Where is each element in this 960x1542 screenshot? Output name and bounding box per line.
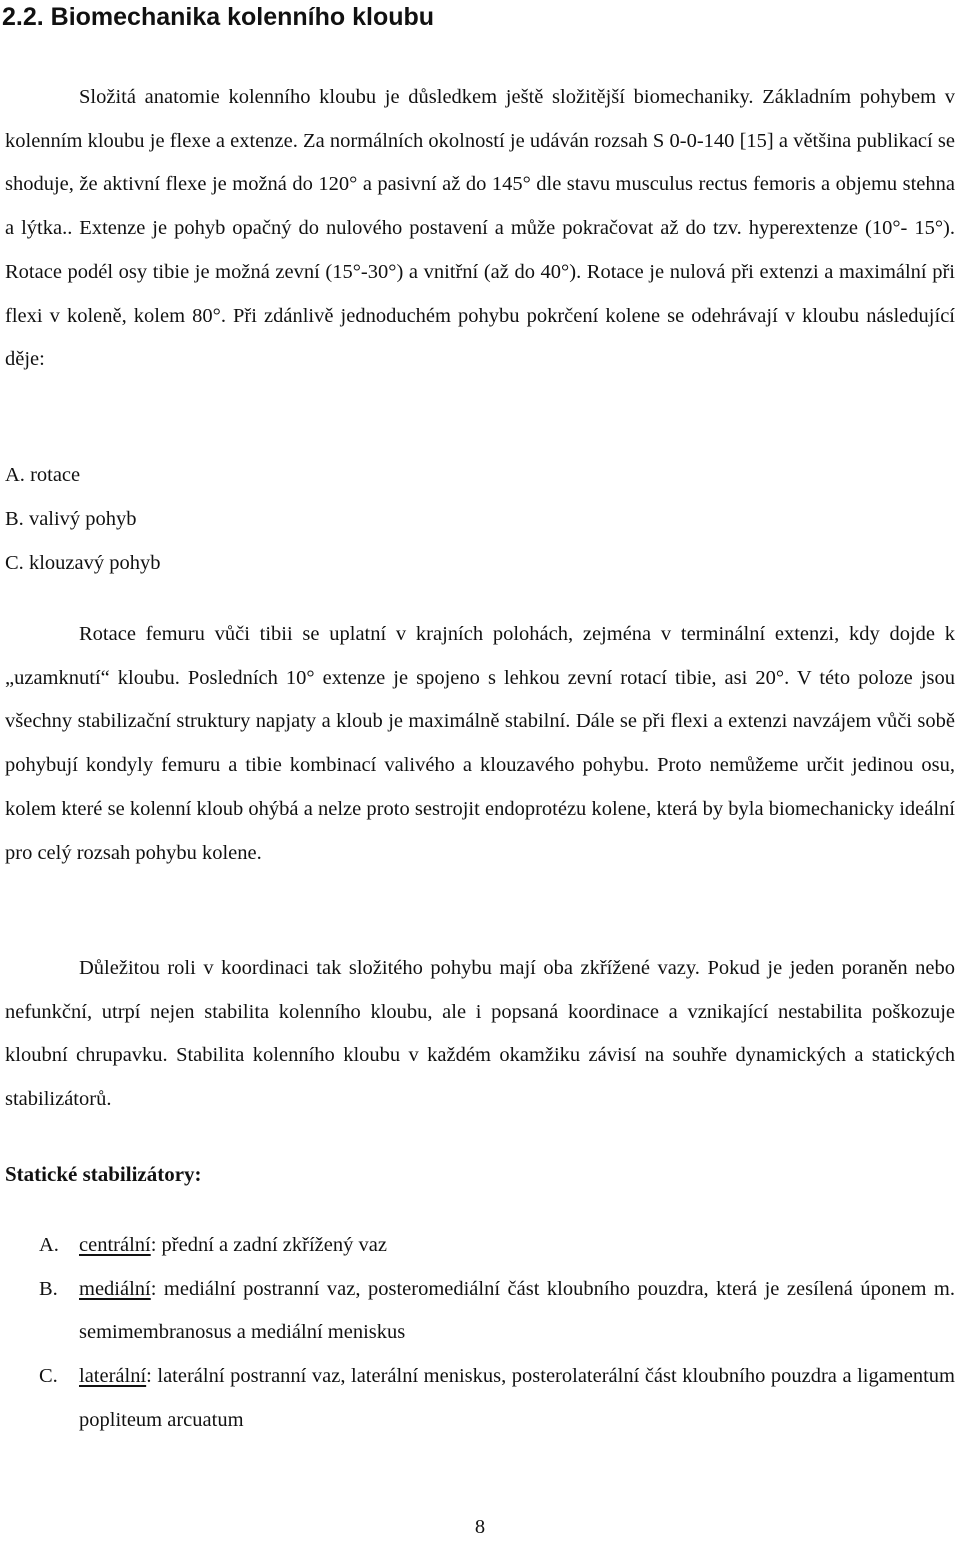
list-marker: C.	[39, 1365, 58, 1388]
stabilizer-term: laterální	[79, 1365, 147, 1388]
paragraph-biomechanics-intro: Složitá anatomie kolenního kloubu je důsledkem ještě složitější biomechaniky. Základním pohybem v kolenním kloubu je flexe a extenze. Za normálních okolností je udáván rozsah S 0-0-140 [15] a většina publikací se shoduje, že aktivní flexe je možná do 120° a pasivní až do 145° dle stavu musculus rectus femoris a objemu stehna a lýtka.. Extenze je pohyb opačný do nulového postavení a může pokračovat až do tzv. hyperextenze (10°- 15°). Rotace podél osy tibie je možná zevní (15°-30°) a vnitřní (až do 40°). Rotace je nulová při extenzi a maximální při flexi v koleně, kolem 80°. Při zdánlivě jednoduchém pohybu pokrčení kolene se odehrávají v kloubu následující děje:	[5, 86, 955, 371]
motion-list-item	[5, 504, 137, 534]
list-marker: B.	[5, 508, 24, 530]
section-heading: 2.2. Biomechanika kolenního kloubu	[2, 3, 435, 31]
stabilizer-description: : laterální postranní vaz, laterální meniskus, posterolaterální část kloubního pouzdra a ligamentum popliteum arcuatum	[79, 1365, 955, 1431]
stabilizer-term: mediální	[79, 1277, 151, 1300]
stabilizer-description: : přední a zadní zkřížený vaz	[150, 1234, 387, 1256]
list-marker: B.	[39, 1277, 58, 1300]
list-marker: C.	[5, 552, 24, 574]
list-item-text: rotace	[30, 464, 81, 486]
stabilizer-term: centrální	[79, 1234, 151, 1256]
page-number: 8	[474, 1516, 486, 1538]
list-marker: A.	[39, 1234, 59, 1256]
stabilizer-item-lateral	[5, 1355, 955, 1442]
list-item-text: klouzavý pohyb	[28, 552, 161, 574]
stabilizer-item-central	[5, 1224, 955, 1268]
motion-list-item	[5, 460, 80, 490]
stabilizer-description: : mediální postranní vaz, posteromediální část kloubního pouzdra, která je zesílená úponem m. semimembranosus a mediální meniskus	[79, 1277, 955, 1344]
subheading-static-stabilizers: Statické stabilizátory:	[5, 1162, 202, 1186]
paragraph-rotation: Rotace femuru vůči tibii se uplatní v krajních polohách, zejména v terminální extenzi, kdy dojde k „uzamknutí“ kloubu. Posledních 10° extenze je spojeno s lehkou zevní rotací tibie, asi 20°. V této poloze jsou všechny stabilizační struktury napjaty a kloub je maximálně stabilní. Dále se při flexi a extenzi navzájem vůči sobě pohybují kondyly femuru a tibie kombinací valivého a klouzavého pohybu. Proto nemůžeme určit jedinou osu, kolem které se kolenní kloub ohýbá a nelze proto sestrojit endoprotézu kolene, která by byla biomechanicky ideální pro celý rozsah pohybu kolene.	[5, 623, 955, 864]
motion-list-item	[5, 548, 160, 578]
paragraph-cruciate-ligaments: Důležitou roli v koordinaci tak složitého pohybu mají oba zkřížené vazy. Pokud je jeden poraněn nebo nefunkční, utrpí nejen stabilita kolenního kloubu, ale i popsaná koordinace a vznikající nestabilita poškozuje kloubní chrupavku. Stabilita kolenního kloubu v každém okamžiku závisí na souhře dynamických a statických stabilizátorů.	[5, 957, 955, 1111]
list-marker: A.	[5, 464, 25, 486]
list-item-text: valivý pohyb	[28, 508, 137, 530]
stabilizers-list	[5, 1224, 955, 1443]
stabilizer-item-medial	[5, 1268, 955, 1355]
